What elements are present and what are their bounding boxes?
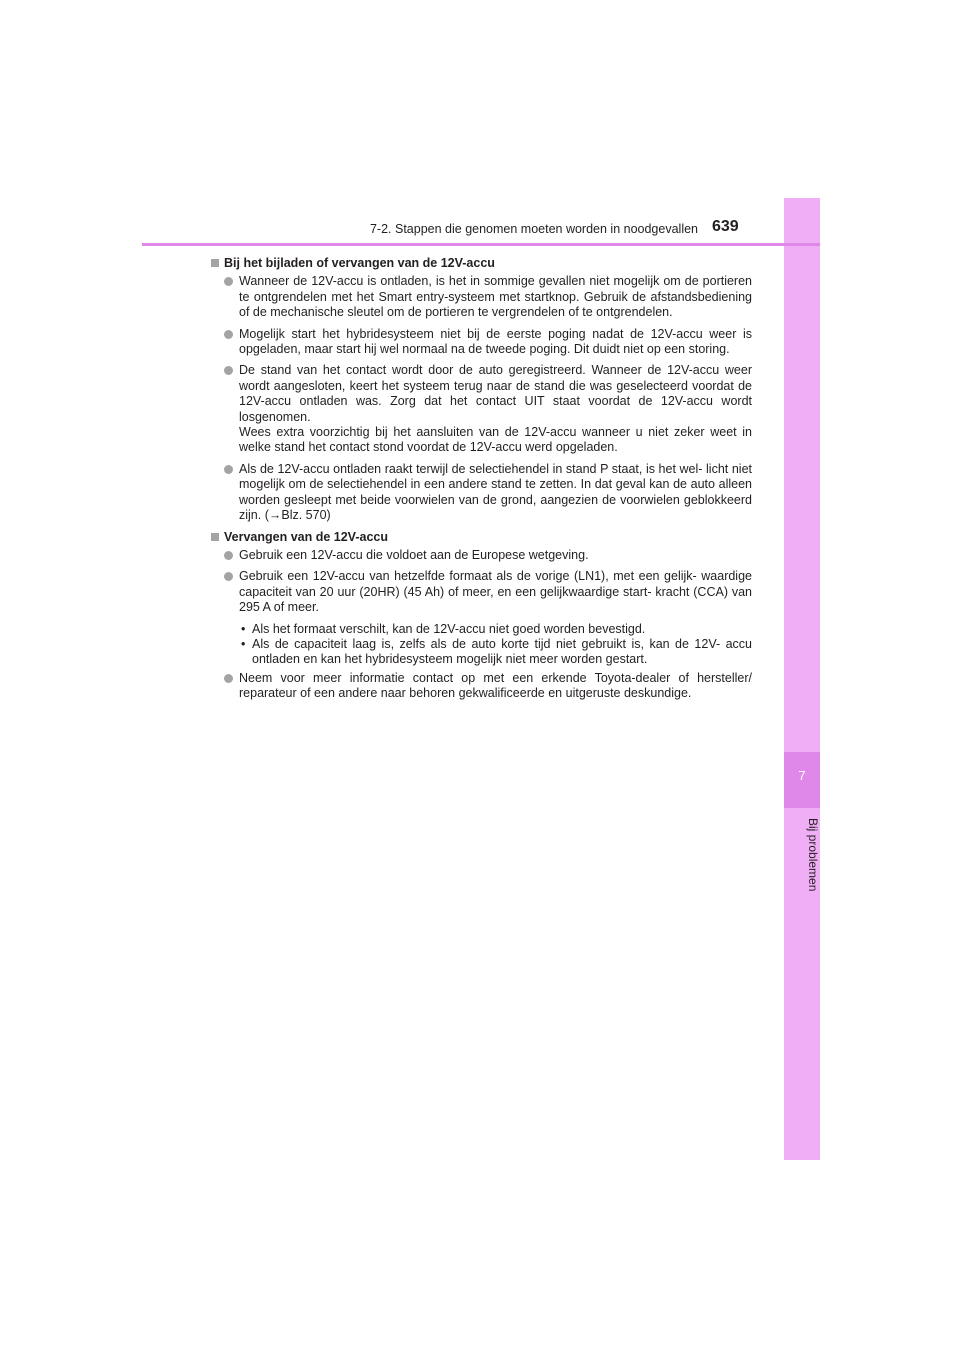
page-content — [211, 256, 752, 708]
list-item-text: Gebruik een 12V-accu van hetzelfde formaat als de vorige (LN1), met een gelijk- waardige capaciteit van 20 uur (20HR) (45 Ah) of meer, en een gelijkwaardige start- kracht (CCA) van 295 A of meer. — [239, 569, 752, 615]
page-number: 639 — [712, 218, 739, 235]
circle-bullet-icon — [224, 330, 233, 339]
list-item — [211, 274, 752, 320]
header-rule — [142, 243, 820, 246]
list-item — [211, 363, 752, 455]
list-item-text: Wanneer de 12V-accu is ontladen, is het in sommige gevallen niet mogelijk om de portieren te ontgrendelen met het Smart entry-systeem met startknop. Gebruik de afstandsbediening of de mechanische sleutel om de portieren te vergrendelen of te ontgrendelen. — [239, 274, 752, 320]
circle-bullet-icon — [224, 277, 233, 286]
sub-list-item — [211, 637, 752, 668]
list-item-text: Als de 12V-accu ontladen raakt terwijl de selectiehendel in stand P staat, is het wel- licht niet mogelijk om de selectiehendel in een andere stand te zetten. In dat geval kan de auto alleen worden gesleept met beide voorwielen van de grond, aangezien de voorwielen geblokkeerd zijn. (→Blz. 570) — [239, 461, 752, 523]
list-item — [211, 671, 752, 702]
sub-list-item-text: Als de capaciteit laag is, zelfs als de auto korte tijd niet gebruikt is, kan de 12V- accu ontladen en kan het hybridesysteem mogelijk niet meer worden gestart. — [252, 636, 752, 667]
section-heading-text: Bij het bijladen of vervangen van de 12V-accu — [224, 256, 495, 270]
chapter-number: 7 — [798, 768, 806, 783]
square-bullet-icon — [211, 533, 219, 541]
dot-bullet: • — [241, 621, 246, 636]
list-item-note: Wees extra voorzichtig bij het aansluiten van de 12V-accu wanneer u niet zeker weet in welke stand het contact stond voordat de 12V-accu werd opgeladen. — [239, 425, 752, 455]
list-item-text: Neem voor meer informatie contact op met een erkende Toyota-dealer of hersteller/ reparateur of een andere naar behoren gekwalificeerde en uitgeruste deskundige. — [239, 670, 752, 701]
dot-bullet: • — [241, 636, 246, 651]
list-item-text: Mogelijk start het hybridesysteem niet bij de eerste poging nadat de 12V-accu weer is opgeladen, maar start hij wel normaal na de tweede poging. Dit duidt niet op een storing. — [239, 326, 752, 357]
side-tab-strip — [784, 198, 820, 1160]
section-heading-charging — [211, 256, 752, 271]
section-heading-text: Vervangen van de 12V-accu — [224, 529, 388, 544]
square-bullet-icon — [211, 259, 219, 267]
circle-bullet-icon — [224, 674, 233, 683]
sub-list-item-text: Als het formaat verschilt, kan de 12V-accu niet goed worden bevestigd. — [252, 621, 646, 636]
sub-list-item — [211, 622, 752, 637]
circle-bullet-icon — [224, 572, 233, 581]
list-item — [211, 569, 752, 615]
section-heading-replacing — [211, 530, 752, 545]
list-item-text: Gebruik een 12V-accu die voldoet aan de Europese wetgeving. — [239, 547, 589, 562]
circle-bullet-icon — [224, 465, 233, 474]
section-header-title: 7-2. Stappen die genomen moeten worden in noodgevallen — [369, 222, 698, 236]
circle-bullet-icon — [224, 366, 233, 375]
list-item-text: De stand van het contact wordt door de auto geregistreerd. Wanneer de 12V-accu weer wordt aangesloten, keert het systeem terug naar de stand die was geselecteerd voordat de 12V-accu ontladen was. Zorg dat het contact UIT staat voordat de 12V-accu wordt losgenomen. — [239, 363, 752, 424]
list-item — [211, 462, 752, 524]
chapter-label: Bij problemen — [806, 818, 820, 892]
sub-list — [211, 622, 752, 668]
list-item — [211, 548, 752, 563]
circle-bullet-icon — [224, 551, 233, 560]
list-item — [211, 327, 752, 358]
